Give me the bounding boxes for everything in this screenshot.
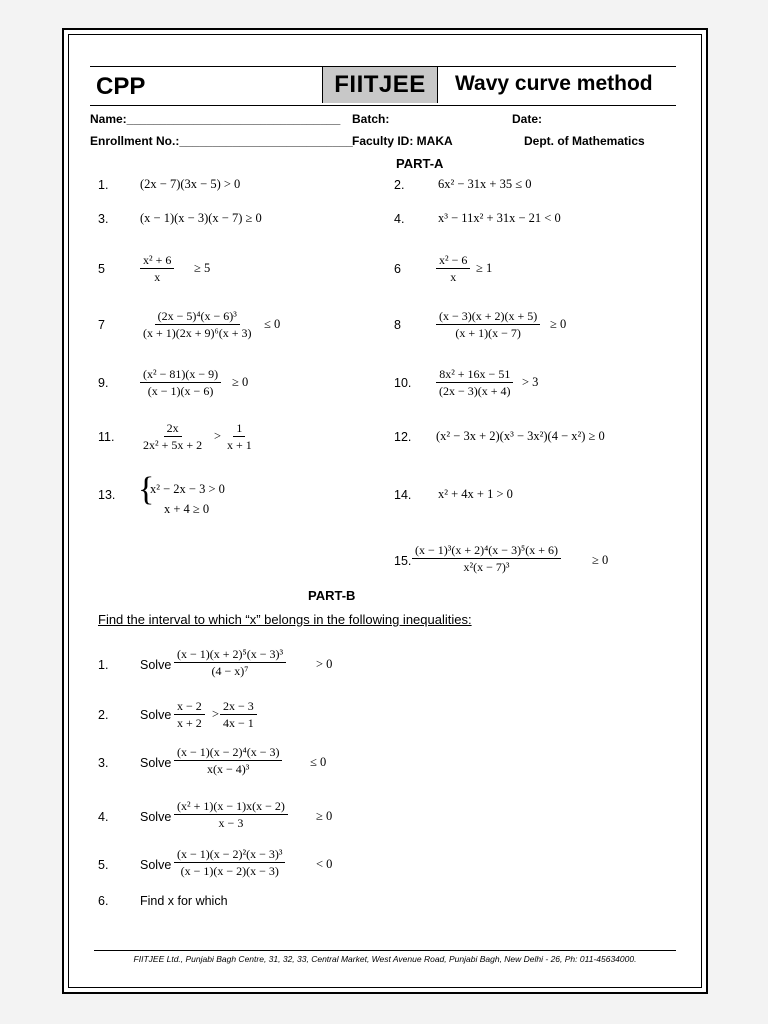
denominator: (x + 1)(x − 7) (455, 326, 521, 340)
batch-field: Batch: (352, 112, 390, 126)
numerator: (x − 1)(x − 2)⁴(x − 3) (174, 744, 282, 761)
relation: ≥ 0 (232, 375, 249, 389)
question-number: 1. (98, 178, 109, 192)
numerator: (x − 1)(x − 2)²(x − 3)³ (174, 846, 285, 863)
faculty-id: Faculty ID: MAKA (352, 134, 453, 148)
numerator: (x² − 81)(x − 9) (140, 366, 221, 383)
fraction (174, 698, 205, 731)
fraction (436, 252, 470, 285)
denominator: x + 1 (227, 438, 252, 452)
question-number: 4. (98, 810, 109, 824)
system-line: x² − 2x − 3 > 0 (150, 482, 225, 496)
header-band (90, 66, 676, 106)
denominator: x (154, 270, 161, 284)
question-number: 3. (98, 212, 109, 226)
question-number: 2. (394, 178, 405, 192)
question-number: 6 (394, 262, 401, 276)
question-expression: (x − 1)(x − 3)(x − 7) ≥ 0 (140, 211, 262, 225)
question-text: Find x for which (140, 894, 228, 908)
question-expression: (x² − 3x + 2)(x³ − 3x²)(4 − x²) ≥ 0 (436, 429, 605, 443)
fraction (174, 646, 286, 679)
solve-label: Solve (140, 858, 172, 872)
denominator: 2x² + 5x + 2 (143, 438, 203, 452)
question-number: 2. (98, 708, 109, 722)
relation: ≥ 0 (316, 809, 333, 823)
question-number: 11. (98, 430, 115, 444)
fraction (140, 308, 254, 341)
enrollment-field: Enrollment No.:__________________________ (90, 134, 353, 148)
relation: < 0 (316, 857, 333, 871)
footer-text: FIITJEE Ltd., Punjabi Bagh Centre, 31, 32, 33, Central Market, West Avenue Road, Punjabi Bagh, New Delhi - 26, Ph: 011-45634000. (133, 954, 637, 964)
date-field: Date: (512, 112, 543, 126)
name-field: Name:________________________________ (90, 112, 341, 126)
relation: ≥ 1 (476, 261, 493, 275)
solve-label: Solve (140, 810, 172, 824)
numerator: (x − 3)(x + 2)(x + 5) (436, 308, 540, 325)
denominator: 4x − 1 (223, 716, 254, 730)
question-number: 4. (394, 212, 405, 226)
relation: ≥ 0 (592, 553, 609, 567)
denominator: (2x − 3)(x + 4) (439, 384, 511, 398)
numerator: 2x (164, 420, 182, 437)
relation: ≥ 5 (194, 261, 211, 275)
question-expression: (2x − 7)(3x − 5) > 0 (140, 177, 241, 191)
question-number: 7 (98, 318, 105, 332)
question-number: 9. (98, 376, 109, 390)
fraction (224, 420, 255, 453)
fraction (140, 252, 174, 285)
numerator: 1 (233, 420, 245, 437)
part-b-title: PART-B (308, 588, 356, 603)
denominator: x − 3 (218, 816, 244, 830)
question-number: 5. (98, 858, 109, 872)
denominator: (x + 1)(2x + 9)⁶(x + 3) (143, 326, 252, 340)
worksheet-page (62, 28, 708, 994)
footer-divider (94, 950, 676, 951)
numerator: x² − 6 (436, 252, 470, 269)
instruction-text: Find the interval to which “x” belongs in the following inequalities: (98, 612, 472, 627)
solve-label: Solve (140, 708, 172, 722)
numerator: (2x − 5)⁴(x − 6)³ (155, 308, 240, 325)
fraction (174, 798, 288, 831)
denominator: (x − 1)(x − 2)(x − 3) (180, 864, 279, 878)
relation: > (212, 707, 220, 721)
question-number: 6. (98, 894, 109, 908)
question-number: 8 (394, 318, 401, 332)
brand-logo: FIITJEE (322, 67, 438, 103)
numerator: (x − 1)³(x + 2)⁴(x − 3)⁵(x + 6) (412, 542, 561, 559)
denominator: x (450, 270, 457, 284)
question-number: 3. (98, 756, 109, 770)
question-number: 15. (394, 554, 412, 568)
question-number: 1. (98, 658, 109, 672)
solve-label: Solve (140, 658, 172, 672)
relation: ≥ 0 (550, 317, 567, 331)
question-expression: x² + 4x + 1 > 0 (438, 487, 513, 501)
relation: > 3 (522, 375, 539, 389)
denominator: (4 − x)⁷ (211, 664, 249, 678)
system-line: x + 4 ≥ 0 (164, 502, 210, 516)
relation: > (214, 429, 222, 443)
question-number: 10. (394, 376, 412, 390)
fraction (140, 366, 221, 399)
numerator: 2x − 3 (220, 698, 257, 715)
relation: ≤ 0 (264, 317, 281, 331)
department: Dept. of Mathematics (524, 134, 645, 148)
denominator: x + 2 (177, 716, 202, 730)
question-number: 12. (394, 430, 412, 444)
question-expression: x³ − 11x² + 31x − 21 < 0 (438, 211, 561, 225)
fraction (174, 744, 282, 777)
question-number: 13. (98, 488, 116, 502)
question-expression: 6x² − 31x + 35 ≤ 0 (438, 177, 532, 191)
fraction (140, 420, 205, 453)
solve-label: Solve (140, 756, 172, 770)
fraction (220, 698, 257, 731)
fraction (412, 542, 561, 575)
denominator: x²(x − 7)³ (463, 560, 510, 574)
fraction (436, 366, 514, 399)
fraction (436, 308, 540, 341)
relation: > 0 (316, 657, 333, 671)
numerator: (x − 1)(x + 2)⁵(x − 3)³ (174, 646, 286, 663)
question-number: 14. (394, 488, 412, 502)
question-number: 5 (98, 262, 105, 276)
fraction (174, 846, 285, 879)
numerator: (x² + 1)(x − 1)x(x − 2) (174, 798, 288, 815)
numerator: x − 2 (174, 698, 205, 715)
worksheet-title: Wavy curve method (455, 72, 653, 95)
denominator: (x − 1)(x − 6) (147, 384, 214, 398)
numerator: 8x² + 16x − 51 (436, 366, 513, 383)
denominator: x(x − 4)³ (207, 762, 250, 776)
brace-glyph: { (138, 471, 155, 508)
part-a-title: PART-A (396, 156, 444, 171)
relation: ≤ 0 (310, 755, 327, 769)
cpp-label: CPP (96, 73, 146, 100)
numerator: x² + 6 (140, 252, 174, 269)
